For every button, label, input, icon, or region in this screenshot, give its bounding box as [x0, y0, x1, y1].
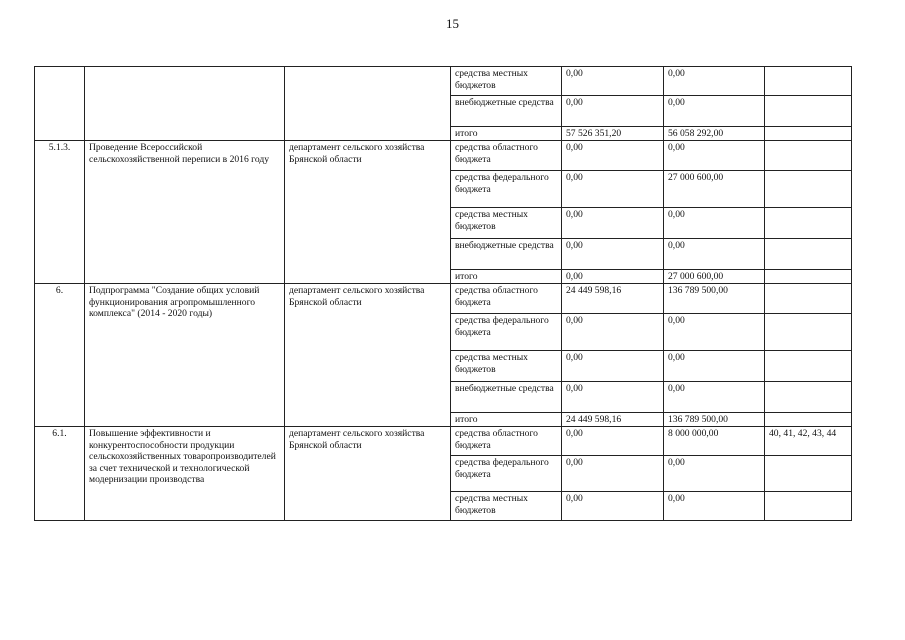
department-cell: департамент сельского хозяйства Брянской области: [285, 427, 451, 521]
amount-cell: 27 000 600,00: [664, 270, 765, 284]
funding-source-cell: средства местных бюджетов: [451, 492, 562, 521]
amount-cell: 0,00: [562, 456, 664, 492]
item-name-cell: [85, 67, 285, 141]
amount-cell: 0,00: [664, 96, 765, 127]
indicator-ref-cell: [765, 492, 852, 521]
indicator-ref-cell: [765, 351, 852, 382]
funding-source-cell: средства местных бюджетов: [451, 351, 562, 382]
funding-source-cell: средства местных бюджетов: [451, 67, 562, 96]
amount-cell: 0,00: [562, 141, 664, 171]
item-name-cell: Проведение Всероссийской сельскохозяйственной переписи в 2016 году: [85, 141, 285, 284]
funding-source-cell: средства федерального бюджета: [451, 314, 562, 351]
indicator-ref-cell: [765, 208, 852, 239]
amount-cell: 0,00: [562, 382, 664, 413]
item-name-cell: Подпрограмма "Создание общих условий функционирования агропромышленного комплекса" (2014 - 2020 годы): [85, 284, 285, 427]
amount-cell: 57 526 351,20: [562, 127, 664, 141]
funding-source-cell: итого: [451, 270, 562, 284]
funding-source-cell: средства федерального бюджета: [451, 171, 562, 208]
amount-cell: 0,00: [562, 239, 664, 270]
funding-source-cell: итого: [451, 127, 562, 141]
item-number-cell: 6.: [35, 284, 85, 427]
table-row: [35, 427, 852, 456]
amount-cell: 24 449 598,16: [562, 413, 664, 427]
amount-cell: 0,00: [562, 427, 664, 456]
amount-cell: 0,00: [562, 270, 664, 284]
amount-cell: 0,00: [562, 171, 664, 208]
amount-cell: 0,00: [562, 314, 664, 351]
funding-source-cell: итого: [451, 413, 562, 427]
indicator-ref-cell: [765, 127, 852, 141]
funding-source-cell: средства областного бюджета: [451, 284, 562, 314]
table-row: [35, 67, 852, 96]
indicator-ref-cell: [765, 141, 852, 171]
amount-cell: 0,00: [562, 351, 664, 382]
indicator-ref-cell: [765, 413, 852, 427]
indicator-ref-cell: [765, 382, 852, 413]
amount-cell: 0,00: [664, 382, 765, 413]
department-cell: департамент сельского хозяйства Брянской области: [285, 284, 451, 427]
department-cell: [285, 67, 451, 141]
amount-cell: 8 000 000,00: [664, 427, 765, 456]
funding-source-cell: средства областного бюджета: [451, 427, 562, 456]
item-name-cell: Повышение эффективности и конкурентоспособности продукции сельскохозяйственных товаропроизводителей за счет технической и технологической модернизации производства: [85, 427, 285, 521]
indicator-ref-cell: 40, 41, 42, 43, 44: [765, 427, 852, 456]
amount-cell: 0,00: [664, 67, 765, 96]
amount-cell: 24 449 598,16: [562, 284, 664, 314]
item-number-cell: 6.1.: [35, 427, 85, 521]
table-row: [35, 284, 852, 314]
indicator-ref-cell: [765, 456, 852, 492]
indicator-ref-cell: [765, 171, 852, 208]
funding-source-cell: внебюджетные средства: [451, 382, 562, 413]
amount-cell: 0,00: [562, 208, 664, 239]
amount-cell: 136 789 500,00: [664, 284, 765, 314]
funding-source-cell: средства местных бюджетов: [451, 208, 562, 239]
indicator-ref-cell: [765, 270, 852, 284]
amount-cell: 0,00: [664, 208, 765, 239]
table-row: [35, 141, 852, 171]
amount-cell: 27 000 600,00: [664, 171, 765, 208]
amount-cell: 0,00: [562, 67, 664, 96]
funding-source-cell: внебюджетные средства: [451, 239, 562, 270]
item-number-cell: 5.1.3.: [35, 141, 85, 284]
amount-cell: 0,00: [562, 492, 664, 521]
amount-cell: 0,00: [664, 351, 765, 382]
indicator-ref-cell: [765, 96, 852, 127]
indicator-ref-cell: [765, 314, 852, 351]
amount-cell: 0,00: [664, 239, 765, 270]
funding-source-cell: средства областного бюджета: [451, 141, 562, 171]
amount-cell: 0,00: [664, 492, 765, 521]
department-cell: департамент сельского хозяйства Брянской области: [285, 141, 451, 284]
funding-source-cell: внебюджетные средства: [451, 96, 562, 127]
amount-cell: 0,00: [562, 96, 664, 127]
indicator-ref-cell: [765, 239, 852, 270]
budget-table: [34, 66, 852, 521]
amount-cell: 136 789 500,00: [664, 413, 765, 427]
amount-cell: 0,00: [664, 141, 765, 171]
amount-cell: 56 058 292,00: [664, 127, 765, 141]
indicator-ref-cell: [765, 67, 852, 96]
indicator-ref-cell: [765, 284, 852, 314]
item-number-cell: [35, 67, 85, 141]
amount-cell: 0,00: [664, 314, 765, 351]
funding-source-cell: средства федерального бюджета: [451, 456, 562, 492]
amount-cell: 0,00: [664, 456, 765, 492]
page-number: 15: [446, 16, 459, 31]
